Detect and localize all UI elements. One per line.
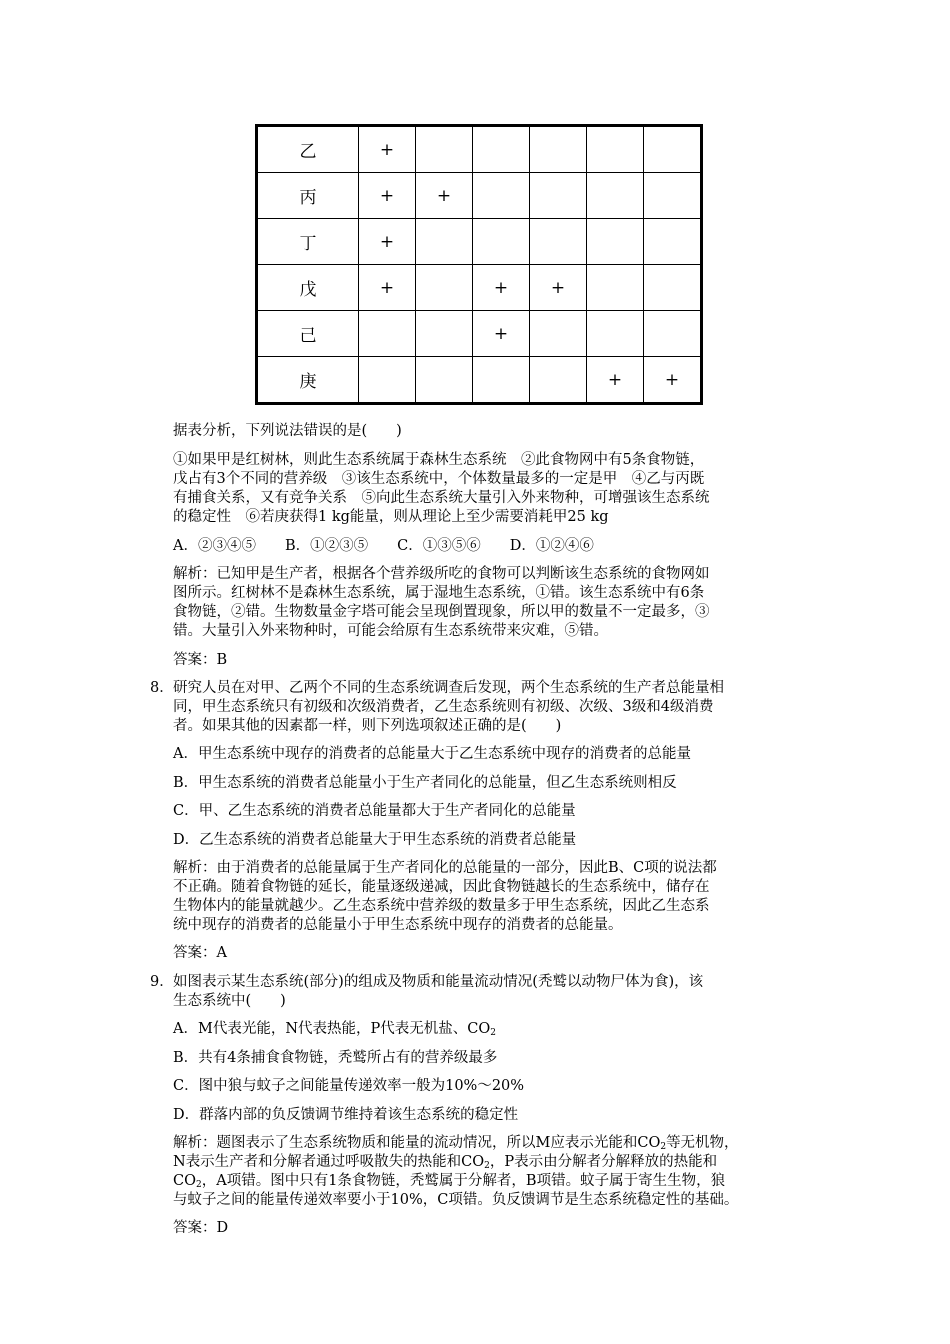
q7-analysis-line: 解析：已知甲是生产者，根据各个营养级所吃的食物可以判断该生态系统的食物网如: [173, 566, 710, 582]
table-cell: [473, 173, 530, 219]
table-cell: [530, 126, 587, 173]
table-cell: [473, 126, 530, 173]
table-row: [257, 311, 702, 357]
table-cell: [587, 173, 644, 219]
table-cell: [416, 265, 473, 311]
q9-answer: 答案：D: [173, 1220, 229, 1236]
table-cell: +: [644, 357, 702, 404]
q9-analysis-line: 解析：题图表示了生态系统物质和能量的流动情况，所以M应表示光能和$CO_2$等无机物，: [173, 1135, 739, 1152]
table-cell: [587, 219, 644, 265]
q8-stem-line: 研究人员在对甲、乙两个不同的生态系统调查后发现，两个生态系统的生产者总能量相: [173, 680, 724, 696]
q8-analysis-line: 生物体内的能量就越少。乙生态系统中营养级的数量多于甲生态系统，因此乙生态系: [173, 898, 710, 914]
table-cell: +: [359, 265, 416, 311]
table-row: [257, 219, 702, 265]
table-cell: [587, 311, 644, 357]
table-cell: [644, 126, 702, 173]
table-cell: +: [359, 126, 416, 173]
q7-answer: 答案：B: [173, 652, 228, 668]
table-cell: +: [473, 311, 530, 357]
table-cell: +: [530, 265, 587, 311]
table-cell: +: [359, 219, 416, 265]
q9-stem-line: 如图表示某生态系统(部分)的组成及物质和能量流动情况(秃鹫以动物尸体为食)，该: [173, 974, 704, 990]
row-label-cell: 庚: [257, 357, 359, 404]
q8-stem-line: 同，甲生态系统只有初级和次级消费者，乙生态系统则有初级、次级、3级和4级消费: [173, 699, 714, 715]
food-relationship-table: [255, 124, 703, 405]
q8-analysis-line: 解析：由于消费者的总能量属于生产者同化的总能量的一部分，因此B、C项的说法都: [173, 860, 717, 876]
q9-number: 9．: [150, 974, 174, 990]
q8-option-b: B．甲生态系统的消费者总能量小于生产者同化的总能量，但乙生态系统则相反: [173, 775, 677, 791]
table-cell: [416, 126, 473, 173]
q7-statement-line: 戊占有3个不同的营养级 ③该生态系统中，个体数量最多的一定是甲 ④乙与丙既: [173, 471, 705, 487]
table-cell: +: [473, 265, 530, 311]
table-row: [257, 265, 702, 311]
q9-analysis-line: $CO_2$，A项错。图中只有1条食物链，秃鹫属于分解者，B项错。蚊子属于寄生生物，狼: [173, 1173, 726, 1190]
table-cell: [530, 357, 587, 404]
table-cell: +: [587, 357, 644, 404]
q8-option-c: C．甲、乙生态系统的消费者总能量都大于生产者同化的总能量: [173, 803, 576, 819]
table-cell: [473, 357, 530, 404]
q7-analysis-line: 错。大量引入外来物种时，可能会给原有生态系统带来灾难，⑤错。: [173, 623, 608, 639]
q9-option-d: D．群落内部的负反馈调节维持着该生态系统的稳定性: [173, 1107, 519, 1123]
q8-stem-line: 者。如果其他的因素都一样，则下列选项叙述正确的是( ): [173, 718, 562, 734]
q8-answer: 答案：A: [173, 945, 227, 961]
q7-statement-line: 有捕食关系，又有竞争关系 ⑤向此生态系统大量引入外来物种，可增强该生态系统: [173, 490, 710, 506]
q7-analysis-line: 食物链，②错。生物数量金字塔可能会呈现倒置现象，所以甲的数量不一定最多，③: [173, 604, 710, 620]
q8-number: 8．: [150, 680, 174, 696]
q7-stem: 据表分析，下列说法错误的是( ): [173, 423, 402, 439]
table-row: [257, 173, 702, 219]
row-label-cell: 丙: [257, 173, 359, 219]
q9-stem-line: 生态系统中( ): [173, 993, 286, 1009]
row-label-cell: 己: [257, 311, 359, 357]
q9-option-c: C．图中狼与蚊子之间能量传递效率一般为10%～20%: [173, 1078, 525, 1094]
table-cell: [644, 265, 702, 311]
table-cell: +: [359, 173, 416, 219]
q9-analysis-line: N表示生产者和分解者通过呼吸散失的热能和$CO_2$，P表示由分解者分解释放的热能和: [173, 1154, 718, 1171]
table-cell: [530, 219, 587, 265]
table-cell: [416, 357, 473, 404]
table-row: [257, 357, 702, 404]
row-label-cell: 乙: [257, 126, 359, 173]
table-cell: [530, 173, 587, 219]
q8-analysis-line: 统中现存的消费者的总能量小于甲生态系统中现存的消费者的总能量。: [173, 917, 623, 933]
table-cell: [644, 173, 702, 219]
table-row: [257, 126, 702, 173]
q7-analysis-line: 图所示。红树林不是森林生态系统，属于湿地生态系统，①错。该生态系统中有6条: [173, 585, 705, 601]
q9-option-a: A．M代表光能，N代表热能，P代表无机盐、$CO_2$: [173, 1021, 496, 1038]
row-label-cell: 丁: [257, 219, 359, 265]
row-label-cell: 戊: [257, 265, 359, 311]
table-cell: [359, 311, 416, 357]
table-cell: +: [416, 173, 473, 219]
table-cell: [416, 219, 473, 265]
q7-options: A．②③④⑤ B．①②③⑤ C．①③⑤⑥ D．①②④⑥: [173, 538, 594, 554]
table-cell: [416, 311, 473, 357]
q8-analysis-line: 不正确。随着食物链的延长，能量逐级递减，因此食物链越长的生态系统中，储存在: [173, 879, 710, 895]
table-cell: [587, 265, 644, 311]
q8-option-d: D．乙生态系统的消费者总能量大于甲生态系统的消费者总能量: [173, 832, 577, 848]
q8-option-a: A．甲生态系统中现存的消费者的总能量大于乙生态系统中现存的消费者的总能量: [173, 746, 691, 762]
q9-analysis-line: 与蚊子之间的能量传递效率要小于10%，C项错。负反馈调节是生态系统稳定性的基础。: [173, 1192, 739, 1208]
q7-statement-line: 的稳定性 ⑥若庚获得1 kg能量，则从理论上至少需要消耗甲25 kg: [173, 509, 609, 525]
table-cell: [530, 311, 587, 357]
table-cell: [587, 126, 644, 173]
table-cell: [473, 219, 530, 265]
q9-option-b: B．共有4条捕食食物链，秃鹫所占有的营养级最多: [173, 1050, 498, 1066]
table-cell: [644, 311, 702, 357]
table-cell: [644, 219, 702, 265]
q7-statement-line: ①如果甲是红树林，则此生态系统属于森林生态系统 ②此食物网中有5条食物链，: [173, 452, 705, 468]
table-cell: [359, 357, 416, 404]
